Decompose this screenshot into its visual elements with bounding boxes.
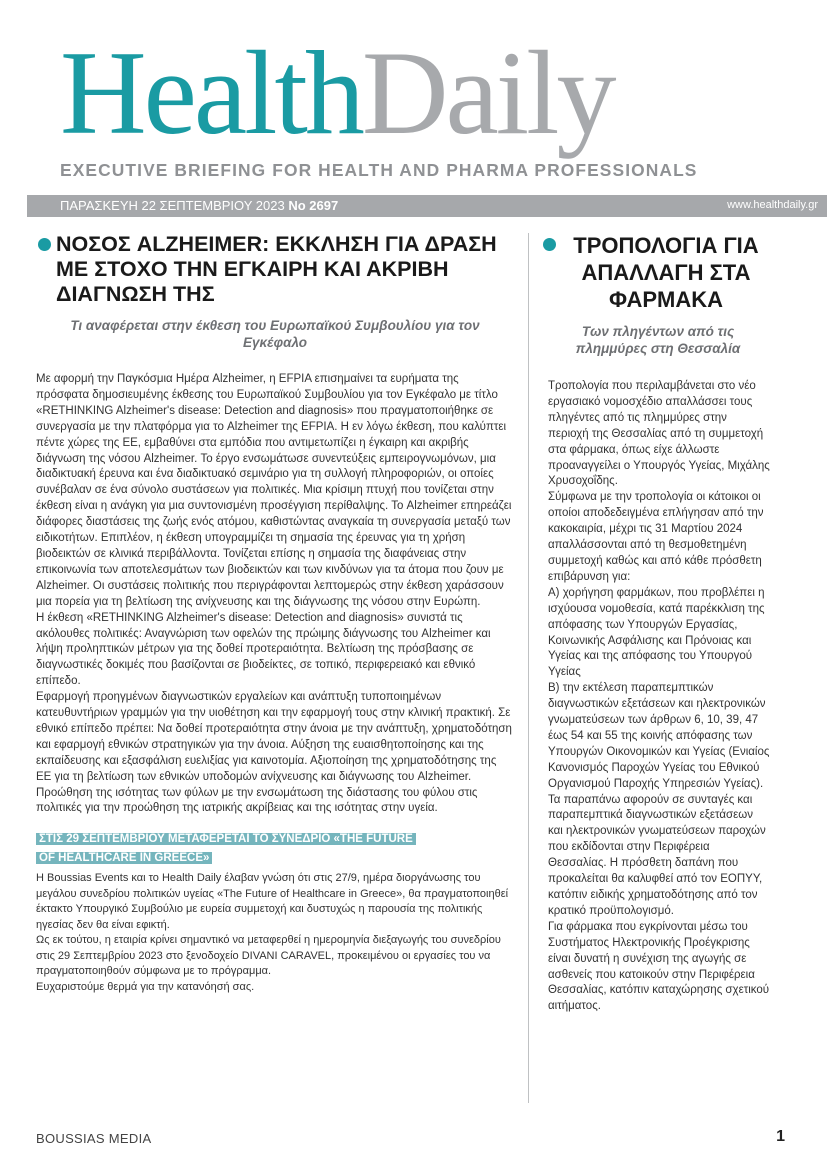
column-divider [528, 233, 529, 1103]
logo-health: Health [60, 26, 362, 159]
paragraph: Με αφορμή την Παγκόσμια Ημέρα Alzheimer, η EFPIA επισημαίνει τα ευρήματα της πρόσφατα δημοσιευμένης έκθεσης του Ευρωπαϊκού Συμβουλίου για τον Εγκέφαλο με τίτλο «RETHINKING Alzheimer's disease: Detection and diagnosis» που πραγματοποιήθηκε σε συνεργασία με την πλατφόρμα για το Alzheimer της EFPIA. Η εν λόγω έκθεση, που καλύπτει πέντε χώρες της ΕΕ, εμβαθύνει στα εμπόδια που αντιμετωπίζει η έγκαιρη και ακριβής διάγνωση της νόσου Alzheimer. Το έργο ενσωμάτωσε συνεντεύξεις εμπειρογνωμόνων, μια διαδικτυακή έρευνα και ένα διαδικτυακό σεμινάριο για τη συλλογή πληροφοριών, οι οποίες συνέβαλαν σε ένα σύνολο συστάσεων για πολιτικές. Μια κρίσιμη πτυχή που τονίζεται στην έκθεση είναι η ανάγκη για μια συντονισμένη προσέγγιση περίθαλψης. Το Alzheimer επηρεάζει διάφορες διαστάσεις της ζωής ενός ατόμου, καθιστώντας αναγκαία τη συνεργασία μεταξύ των ειδικοτήτων. Επιπλέον, η έκθεση υπογραμμίζει τη σημασία της έρευνας για τη χρήση βιοδεικτών σε κλινικά περιβάλλοντα. Τονίζεται επίσης η σημασία της διαφάνειας στην επικοινωνία των αποτελεσμάτων των βιοδεικτών και των κινδύνων για τα άτομα που ζουν με Alzheimer. Οι συστάσεις πολιτικής που περιγράφονται λεπτομερώς στην έκθεση χαράσσουν μια πορεία για τη βελτίωση της ανίχνευσης και της διάγνωσης της νόσου στην Ευρώπη. [36, 373, 512, 608]
right-article-body [548, 379, 770, 1015]
notice-body [36, 871, 514, 995]
masthead-logo [60, 28, 780, 158]
date-bar [27, 195, 827, 217]
logo [60, 28, 613, 158]
paragraph: Η έκθεση «RETHINKING Alzheimer's disease: Detection and diagnosis» συνιστά τις ακόλουθες πολιτικές: Αναγνώριση των οφελών της πρώιμης διάγνωσης του Alzheimer και λήψη προληπτικών μέτρων για της δοθεί προτεραιότητα. Βελτίωση της πρόσβασης σε διαγνωστικές δοκιμές που βασίζονται σε βιοδείκτες, σε τοπικό, περιφερειακό και εθνικό επίπεδο. [36, 611, 491, 688]
left-article-headline [36, 232, 514, 307]
paragraph: Τα παραπάνω αφορούν σε συνταγές και παραπεμπτικά διαγνωστικών εξετάσεων και ηλεκτρονικών γνωματεύσεων παροχών που εκδίδονται στην Περιφέρεια Θεσσαλίας. Η πρόσθετη δαπάνη που προκαλείται θα καλυφθεί από τον ΕΟΠΥΥ, κατόπιν ειδικής χρηματοδότησης από τον κρατικό προϋπολογισμό. [548, 793, 766, 917]
left-article-subtitle: Τι αναφέρεται στην έκθεση του Ευρωπαϊκού Συμβουλίου για τον Εγκέφαλο [70, 318, 480, 350]
paragraph: Σύμφωνα με την τροπολογία οι κάτοικοι οι οποίοι αποδεδειγμένα επλήγησαν από την κακοκαιρία, μέχρι τις 31 Μαρτίου 2024 απαλλάσσονται από τη θεσμοθετημένη συμμετοχή καθώς και από κάθε πρόσθετη επιβάρυνση για: [548, 491, 764, 583]
bullet-dot-icon [38, 238, 51, 251]
right-article [541, 232, 771, 1015]
paragraph: Ευχαριστούμε θερμά για την κατανόησή σας. [36, 980, 255, 993]
paragraph: Για φάρμακα που εγκρίνονται μέσω του Συστήματος Ηλεκτρονικής Προέγκρισης είναι δυνατή η συνέχιση της αγωγής σε ασθενείς που κατοικούν στην Περιφέρεια Θεσσαλίας, κατόπιν καταχώρησης σχετικού αιτήματος. [548, 920, 770, 1013]
paragraph: Β) την εκτέλεση παραπεμπτικών διαγνωστικών εξετάσεων και ηλεκτρονικών γνωματεύσεων των άρθρων 6, 10, 39, 47 έως 54 και 55 της κοινής απόφασης των Υπουργών Οικονομικών και Υγείας (Ενιαίος Κανονισμός Παροχών Υγείας του Εθνικού Οργανισμού Παροχής Υπηρεσιών Υγείας). [548, 682, 770, 790]
highlight-banner [36, 829, 426, 867]
right-article-headline [541, 232, 771, 313]
bullet-dot-icon [543, 238, 556, 251]
paragraph: Τροπολογία που περιλαμβάνεται στο νέο εργασιακό νομοσχέδιο απαλλάσσει τους πληγέντες από τις πλημμύρες στην περιοχή της Θεσσαλίας από τη συμμετοχή στα φάρμακα, όπως είχε άλλωστε προαναγγείλει ο Υπουργός Υγείας, Μιχάλης Χρυσοχοΐδης. [548, 380, 770, 488]
paragraph: Ως εκ τούτου, η εταιρία κρίνει σημαντικό να μεταφερθεί η ημερομηνία διεξαγωγής του συνεδρίου στις 29 Σεπτεμβρίου 2023 στο ξενοδοχείο DIVANI CARAVEL, προκειμένου οι εργασίες του να πραγματοποιηθούν σύμφωνα με το πρόγραμμα. [36, 934, 501, 978]
paragraph: Η Boussias Events και το Health Daily έλαβαν γνώση ότι στις 27/9, ημέρα διοργάνωσης του μεγάλου συνεδρίου πολιτικών υγείας «The Future of Healthcare in Greece», θα πραγματοποιηθεί έκτακτο Υπουργικό Συμβούλιο με ευρεία συμμετοχή και δυστυχώς η παρουσία της πολιτικής ηγεσίας δεν θα είναι εφικτή. [36, 872, 509, 931]
issue-date-line [60, 198, 338, 213]
issue-date: ΠΑΡΑΣΚΕΥΗ 22 ΣΕΠΤΕΜΒΡΙΟΥ 2023 [60, 198, 285, 213]
publisher-footer: BOUSSIAS MEDIA [36, 1131, 152, 1146]
paragraph: Α) χορήγηση φαρμάκων, που προβλέπει η ισχύουσα νομοθεσία, κατά παρέκκλιση της απόφασης των Υπουργών Εργασίας, Κοινωνικής Ασφάλισης και Πρόνοιας και Υγείας και της απόφασης του Υπουργού Υγείας [548, 586, 765, 679]
left-article-body [36, 372, 514, 817]
issue-number: No 2697 [288, 198, 339, 213]
website-link[interactable]: www.healthdaily.gr [727, 199, 818, 211]
highlight-text: ΣΤΙΣ 29 ΣΕΠΤΕΜΒΡΙΟΥ ΜΕΤΑΦΕΡΕΤΑΙ ΤΟ ΣΥΝΕΔΡΙΟ «THE FUTURE OF HEALTHCARE IN GREECE» [36, 833, 416, 864]
paragraph: Εφαρμογή προηγμένων διαγνωστικών εργαλείων και ανάπτυξη τυποποιημένων κατευθυντήριων γραμμών για την υιοθέτηση και την εφαρμογή τους στην κλινική πρακτική. Σε εθνικό επίπεδο πρέπει: Να δοθεί προτεραιότητα στην άνοια με την ανάπτυξη, χρηματοδότηση και εφαρμογή εθνικών στρατηγικών για την άνοια. Αύξηση της ευαισθητοποίησης και της εκπαίδευσης και εξασφάλιση ευελιξίας για καινοτομία. Αξιοποίηση της χρηματοδότησης της ΕΕ για τη βελτίωση των εθνικών υποδομών ανίχνευσης και διάγνωσης του Alzheimer. Προώθηση της ισότητας των φύλων με την ενσωμάτωση της διάστασης του φύλου στις πολιτικές για την προώθηση της ιατρικής ακρίβειας και της ισότητας στην υγεία. [36, 691, 512, 815]
right-article-subtitle: Των πληγέντων από τις πλημμύρες στη Θεσσαλία [575, 324, 741, 356]
page-number: 1 [776, 1128, 785, 1145]
logo-daily: Daily [361, 26, 614, 159]
left-article [36, 232, 514, 995]
tagline: EXECUTIVE BRIEFING FOR HEALTH AND PHARMA PROFESSIONALS [60, 160, 698, 180]
right-article-title: ΤΡΟΠΟΛΟΓΙΑ ΓΙΑ ΑΠΑΛΛΑΓΗ ΣΤΑ ΦΑΡΜΑΚΑ [573, 233, 759, 312]
left-article-title: ΝΟΣΟΣ ALZHEIMER: ΕΚΚΛΗΣΗ ΓΙΑ ΔΡΑΣΗ ΜΕ ΣΤΟΧΟ ΤΗΝ ΕΓΚΑΙΡΗ ΚΑΙ ΑΚΡΙΒΗ ΔΙΑΓΝΩΣΗ ΤΗΣ [56, 232, 497, 306]
